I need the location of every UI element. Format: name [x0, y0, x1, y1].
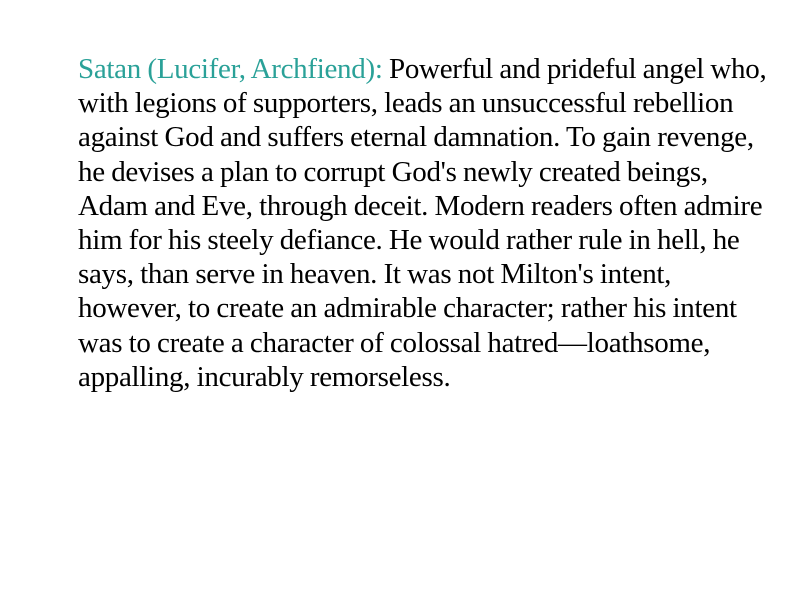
description-text-part-2: in hell, he says, than serve in heaven. It was not Milton's intent, however, to create an admirable character; rather his intent was to create a character of colossal hatred—loathsome, appalling, incurably remorseless. — [78, 224, 740, 393]
description-text-part-1: Powerful and prideful angel who, with legions of supporters, leads an unsuccessful rebellion against God and suffers eternal damnation. To gain revenge, he devises a plan to corrupt God's newly created beings, Adam and Eve, through deceit. Modern readers often admire him for his steely defiance. He would rather rule — [78, 53, 767, 257]
character-description — [78, 52, 768, 394]
character-term: Satan (Lucifer, Archfiend): — [78, 53, 383, 85]
